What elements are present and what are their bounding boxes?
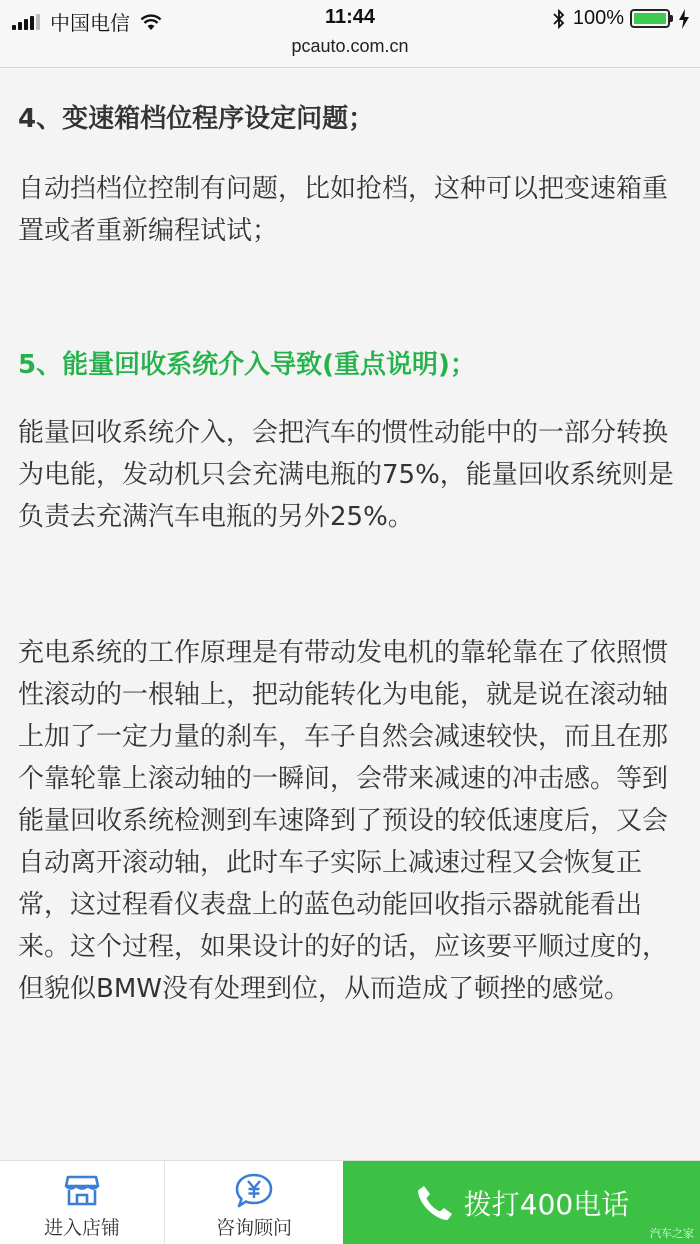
bluetooth-icon xyxy=(553,9,565,29)
clock: 11:44 xyxy=(324,6,376,28)
autohome-watermark: 汽车之家 xyxy=(650,1227,694,1240)
status-bar xyxy=(0,0,700,36)
call-400-button[interactable] xyxy=(343,1161,700,1244)
paragraph-5a: 能量回收系统介入，会把汽车的惯性动能中的一部分转换为电能，发动机只会充满电瓶的75%，能量回收系统则是负责去充满汽车电瓶的另外25%。 xyxy=(18,418,674,532)
charging-bolt-icon xyxy=(678,9,690,29)
status-right xyxy=(553,7,690,30)
section-heading-4: 4、变速箱档位程序设定问题； xyxy=(18,104,375,134)
enter-store-button[interactable] xyxy=(0,1161,165,1244)
store-icon xyxy=(62,1171,102,1211)
carrier-name: 中国电信 xyxy=(50,13,130,35)
phone-icon xyxy=(414,1182,456,1224)
call-400-label: 拨打400电话 xyxy=(463,1188,630,1221)
bottom-action-bar xyxy=(0,1160,700,1244)
battery-percent: 100% xyxy=(572,7,624,29)
section-heading-5: 5、能量回收系统介入导致(重点说明)； xyxy=(18,350,476,380)
consult-advisor-button[interactable] xyxy=(165,1161,343,1244)
yuan-chat-icon xyxy=(234,1171,274,1211)
url-text: pcauto.com.cn xyxy=(291,36,409,56)
url-bar[interactable] xyxy=(0,36,700,68)
paragraph-5b: 充电系统的工作原理是有带动发电机的靠轮靠在了依照惯性滚动的一根轴上，把动能转化为电能，就是说在滚动轴上加了一定力量的刹车，车子自然会减速较快，而且在那个靠轮靠上滚动轴的一瞬间，会带来减速的冲击感。等到能量回收系统检测到车速降到了预设的较低速度后，又会自动离开滚动轴，此时车子实际上减速过程又会恢复正常，这过程看仪表盘上的蓝色动能回收指示器就能看出来。这个过程，如果设计的好的话，应该要平顺过度的，但貌似BMW没有处理到位，从而造成了顿挫的感觉。 xyxy=(18,638,669,1004)
enter-store-label: 进入店铺 xyxy=(43,1217,120,1239)
paragraph-4: 自动挡档位控制有问题，比如抢档，这种可以把变速箱重置或者重新编程试试； xyxy=(18,174,669,246)
battery-icon xyxy=(630,9,670,28)
consult-advisor-label: 咨询顾问 xyxy=(215,1217,292,1239)
